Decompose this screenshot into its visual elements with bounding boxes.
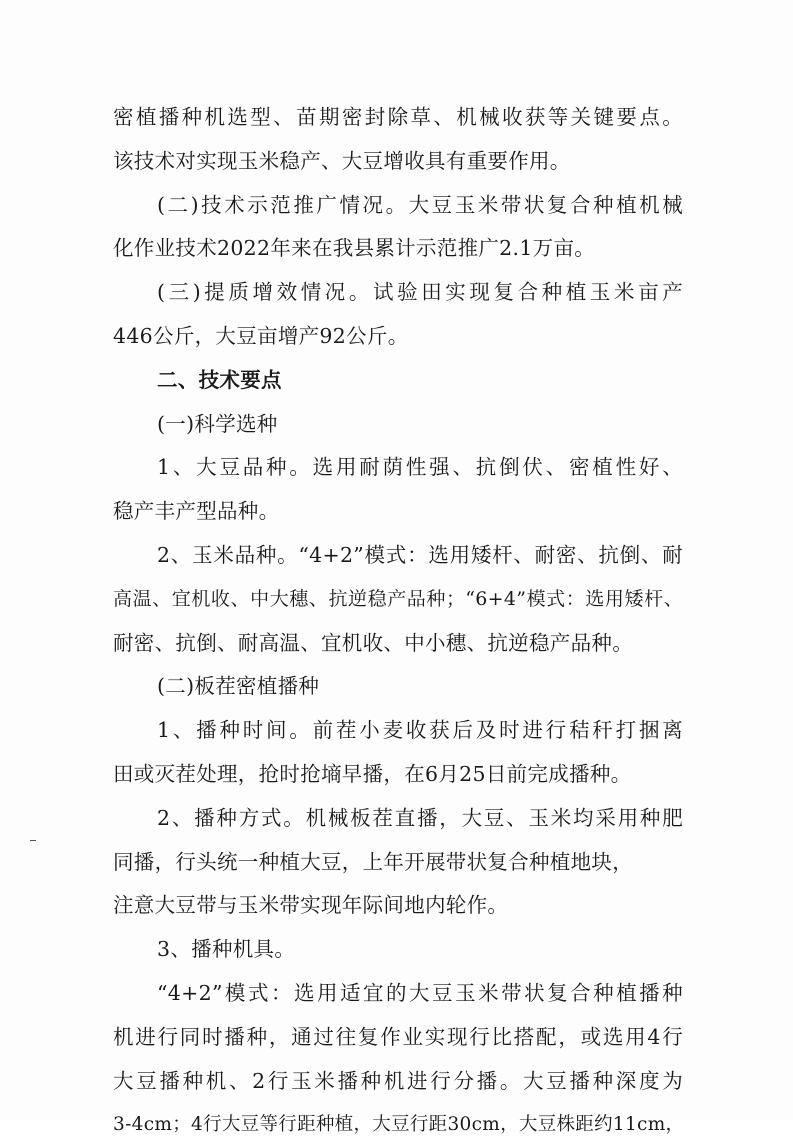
text-line: 密植播种机选型、苗期密封除草、机械收获等关键要点。 bbox=[113, 105, 683, 129]
text-line: 同播，行头统一种植大豆，上年开展带状复合种植地块， bbox=[113, 849, 633, 874]
text-line: 高温、宜机收、中大穗、抗逆稳产品种；“6+4”模式：选用矮杆、 bbox=[113, 587, 683, 610]
text-line: 1、播种时间。前茬小麦收获后及时进行秸秆打捆离 bbox=[157, 718, 683, 743]
section-heading: 二、技术要点 bbox=[157, 367, 282, 392]
text-line: (二)技术示范推广情况。大豆玉米带状复合种植机械 bbox=[157, 192, 683, 217]
document-body bbox=[113, 96, 683, 1147]
text-line: 机进行同时播种，通过往复作业实现行比搭配，或选用4行 bbox=[113, 1024, 683, 1049]
text-line: 耐密、抗倒、耐高温、宜机收、中小穗、抗逆稳产品种。 bbox=[113, 630, 633, 655]
text-line: 446公斤，大豆亩增产92公斤。 bbox=[113, 323, 409, 348]
text-line: (三)提质增效情况。试验田实现复合种植玉米亩产 bbox=[157, 280, 683, 305]
text-line: 3、播种机具。 bbox=[157, 937, 296, 962]
text-line: (二)板茬密植播种 bbox=[157, 674, 320, 699]
text-line: 3-4cm；4行大豆等行距种植，大豆行距30cm，大豆株距约11cm， bbox=[113, 1114, 685, 1136]
text-line: (一)科学选种 bbox=[157, 411, 278, 436]
text-line: 该技术对实现玉米稳产、大豆增收具有重要作用。 bbox=[113, 148, 571, 173]
text-line: 稳产丰产型品种。 bbox=[113, 499, 280, 524]
text-line: “4+2”模式：选用适宜的大豆玉米带状复合种植播种 bbox=[157, 980, 683, 1005]
text-line: 1、大豆品种。选用耐荫性强、抗倒伏、密植性好、 bbox=[157, 455, 683, 480]
margin-mark bbox=[30, 840, 36, 841]
text-line: 注意大豆带与玉米带实现年际间地内轮作。 bbox=[113, 893, 509, 918]
text-line: 大豆播种机、2行玉米播种机进行分播。大豆播种深度为 bbox=[113, 1068, 683, 1093]
text-line: 2、播种方式。机械板茬直播，大豆、玉米均采用种肥 bbox=[157, 805, 683, 830]
text-line: 2、玉米品种。“4+2”模式：选用矮杆、耐密、抗倒、耐 bbox=[157, 542, 683, 567]
text-line: 化作业技术2022年来在我县累计示范推广2.1万亩。 bbox=[113, 236, 596, 261]
text-line: 田或灭茬处理，抢时抢墒早播，在6月25日前完成播种。 bbox=[113, 761, 632, 786]
